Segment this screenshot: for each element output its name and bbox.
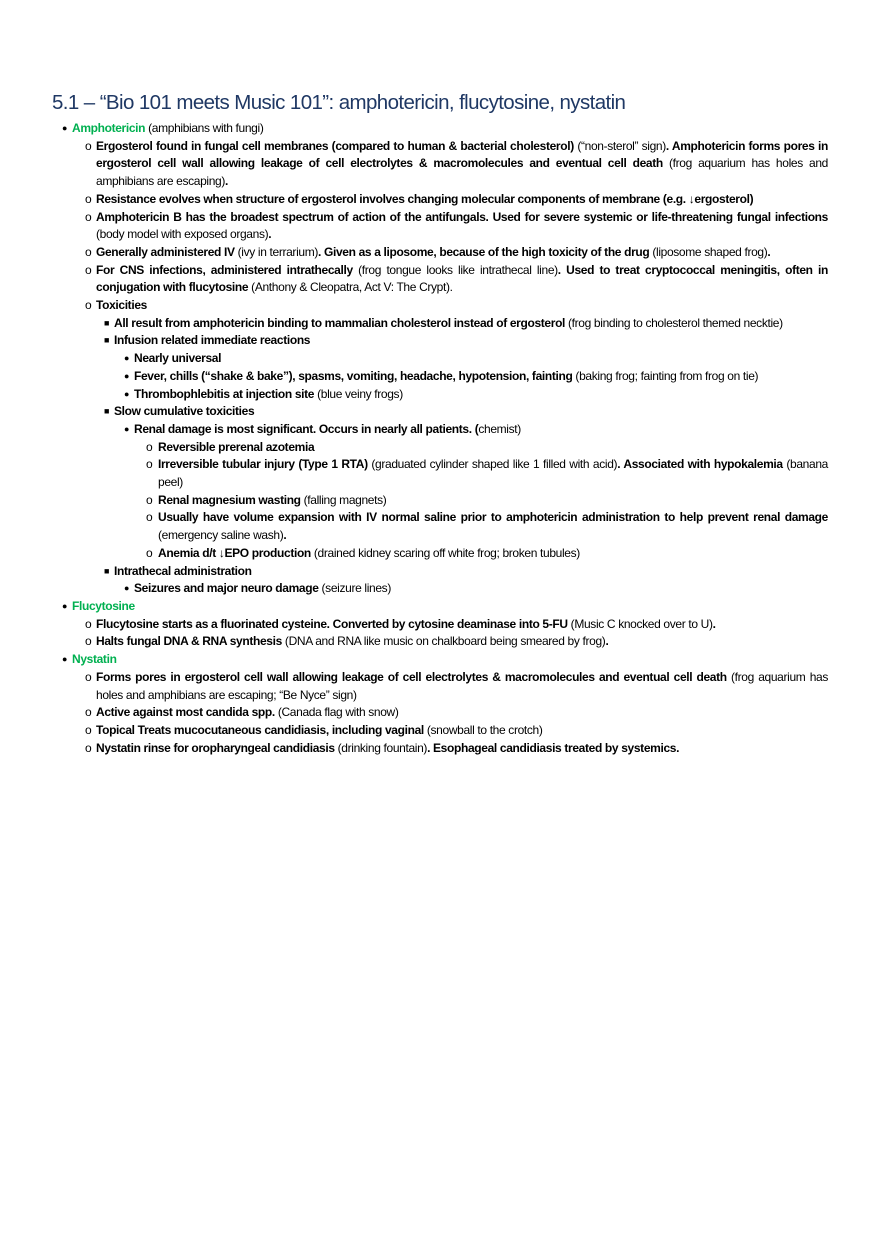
mnemonic-text: (snowball to the crotch) bbox=[423, 722, 543, 737]
list-item-level-5 bbox=[0, 456, 828, 491]
circle-bullet-icon: o bbox=[85, 722, 92, 737]
square-bullet-icon: ■ bbox=[104, 317, 110, 328]
mnemonic-text: (frog binding to cholesterol themed necktie) bbox=[565, 315, 783, 330]
dot-bullet-icon: ● bbox=[124, 583, 130, 594]
list-item-level-5 bbox=[0, 439, 828, 457]
list-item-level-2 bbox=[0, 722, 828, 740]
dot-bullet-icon: o bbox=[146, 510, 153, 525]
circle-bullet-icon: o bbox=[85, 634, 92, 649]
mnemonic-text: (frog tongue looks like intrathecal line) bbox=[352, 262, 558, 277]
list-item-level-5 bbox=[0, 492, 828, 510]
square-bullet-icon: ■ bbox=[104, 406, 110, 417]
mnemonic-text: (drained kidney scaring off white frog; broken tubules) bbox=[310, 545, 580, 560]
list-item-level-2 bbox=[0, 740, 828, 758]
key-point-text: . Esophageal candidiasis treated by systemics. bbox=[427, 740, 680, 755]
key-point-text: . bbox=[767, 244, 771, 259]
key-point-text: . Associated with hypokalemia bbox=[617, 457, 783, 472]
key-point-text: Resistance evolves when structure of ergosterol involves changing molecular components of membrane (e.g. ↓ergosterol) bbox=[96, 191, 754, 206]
key-point-text: All result from amphotericin binding to mammalian cholesterol instead of ergosterol bbox=[114, 315, 566, 330]
key-point-text: Amphotericin B has the broadest spectrum of action of the antifungals. Used for severe systemic or life-threatening fungal infections bbox=[96, 209, 828, 224]
circle-bullet-icon: o bbox=[85, 740, 92, 755]
dot-bullet-icon: ● bbox=[62, 123, 68, 133]
key-point-text: Forms pores in ergosterol cell wall allowing leakage of cell electrolytes & macromolecules and eventual cell death bbox=[96, 669, 727, 684]
mnemonic-text: (“non-sterol” sign) bbox=[573, 138, 666, 153]
list-item-level-2 bbox=[0, 191, 828, 209]
list-item-level-4 bbox=[0, 421, 828, 439]
outline-list bbox=[0, 120, 880, 757]
list-item-level-1 bbox=[0, 651, 828, 669]
dot-bullet-icon: ● bbox=[62, 600, 68, 611]
list-item-level-1 bbox=[0, 120, 828, 138]
list-item-level-2 bbox=[0, 704, 828, 722]
circle-bullet-icon: o bbox=[85, 138, 92, 153]
key-point-text: . bbox=[268, 227, 272, 242]
drug-heading: Amphotericin bbox=[72, 121, 146, 135]
circle-bullet-icon: o bbox=[85, 244, 92, 259]
list-item-level-4 bbox=[0, 580, 828, 598]
circle-bullet-icon: o bbox=[85, 616, 92, 631]
circle-bullet-icon: o bbox=[85, 298, 92, 313]
mnemonic-text: (Canada flag with snow) bbox=[274, 705, 399, 720]
key-point-text: Renal damage is most significant. Occurs in nearly all patients. ( bbox=[134, 421, 479, 436]
list-item-level-3 bbox=[0, 563, 828, 581]
key-point-text: Usually have volume expansion with IV normal saline prior to amphotericin administration to help prevent renal damage bbox=[158, 510, 828, 525]
list-item-level-4 bbox=[0, 368, 828, 386]
mnemonic-text: (body model with exposed organs) bbox=[96, 227, 269, 242]
mnemonic-text: (baking frog; fainting from frog on tie) bbox=[572, 368, 759, 383]
key-point-text: . bbox=[712, 616, 716, 631]
list-item-level-2 bbox=[0, 138, 828, 191]
circle-bullet-icon: o bbox=[85, 669, 92, 684]
key-point-text: . bbox=[605, 634, 609, 649]
mnemonic-text: (drinking fountain) bbox=[334, 740, 428, 755]
key-point-text: . Given as a liposome, because of the high toxicity of the drug bbox=[318, 244, 650, 259]
dot-bullet-icon: ● bbox=[124, 388, 130, 399]
list-item-level-4 bbox=[0, 386, 828, 404]
mnemonic-text: (emergency saline wash) bbox=[158, 528, 284, 543]
mnemonic-text: (graduated cylinder shaped like 1 filled with acid) bbox=[367, 457, 618, 472]
list-item-level-2 bbox=[0, 669, 828, 704]
key-point-text: Active against most candida spp. bbox=[96, 705, 275, 720]
circle-bullet-icon: o bbox=[85, 262, 92, 277]
key-point-text: Slow cumulative toxicities bbox=[114, 404, 255, 419]
mnemonic-text: (ivy in terrarium) bbox=[234, 244, 319, 259]
mnemonic-text: (Anthony & Cleopatra, Act V: The Crypt). bbox=[248, 280, 453, 295]
drug-heading: Flucytosine bbox=[72, 598, 135, 613]
mnemonic-text: (Music C knocked over to U) bbox=[567, 616, 713, 631]
key-point-text: For CNS infections, administered intrathecally bbox=[96, 262, 353, 277]
mnemonic-text: (liposome shaped frog) bbox=[649, 244, 768, 259]
list-item-level-5 bbox=[0, 545, 828, 563]
dot-bullet-icon: o bbox=[146, 492, 153, 507]
list-item-level-1 bbox=[0, 598, 828, 616]
key-point-text: Nystatin rinse for oropharyngeal candidiasis bbox=[96, 740, 335, 755]
mnemonic-text: (frog aquarium has holes and amphibians are escaping; “Be Nyce” sign) bbox=[96, 669, 828, 702]
key-point-text: . Amphotericin forms pores in ergosterol cell wall allowing leakage of cell electrolytes & macromolecules and eventual cell death bbox=[96, 138, 828, 171]
mnemonic-text: (banana peel) bbox=[158, 457, 828, 490]
mnemonic-text: (blue veiny frogs) bbox=[314, 386, 403, 401]
mnemonic-text: (seizure lines) bbox=[318, 581, 391, 596]
key-point-text: Fever, chills (“shake & bake”), spasms, vomiting, headache, hypotension, fainting bbox=[134, 368, 573, 383]
key-point-text: . bbox=[225, 174, 228, 189]
key-point-text: Toxicities bbox=[96, 298, 147, 313]
list-item-level-3 bbox=[0, 403, 828, 421]
key-point-text: . bbox=[283, 528, 287, 543]
list-item-level-3 bbox=[0, 332, 828, 350]
key-point-text: Ergosterol found in fungal cell membranes (compared to human & bacterial cholesterol) bbox=[96, 138, 574, 153]
key-point-text: Intrathecal administration bbox=[114, 563, 252, 578]
circle-bullet-icon: o bbox=[85, 191, 92, 206]
list-item-level-3 bbox=[0, 315, 828, 333]
list-item-level-2 bbox=[0, 209, 828, 244]
list-item-level-2 bbox=[0, 262, 828, 297]
list-item-level-2 bbox=[0, 297, 828, 315]
key-point-text: Topical Treats mucocutaneous candidiasis, including vaginal bbox=[96, 722, 424, 737]
dot-bullet-icon: o bbox=[146, 457, 153, 472]
list-item-level-2 bbox=[0, 244, 828, 262]
dot-bullet-icon: ● bbox=[124, 423, 130, 434]
circle-bullet-icon: o bbox=[85, 209, 92, 224]
dot-bullet-icon: ● bbox=[124, 353, 130, 364]
key-point-text: Halts fungal DNA & RNA synthesis bbox=[96, 634, 282, 649]
key-point-text: . Used to treat cryptococcal meningitis, often in conjugation with flucytosine bbox=[96, 262, 828, 295]
key-point-text: Generally administered IV bbox=[96, 244, 235, 259]
list-item-level-2 bbox=[0, 633, 828, 651]
mnemonic-text: (falling magnets) bbox=[300, 492, 387, 507]
list-item-level-5 bbox=[0, 509, 828, 544]
drug-heading: Nystatin bbox=[72, 652, 117, 667]
key-point-text: Seizures and major neuro damage bbox=[134, 581, 319, 596]
key-point-text: Infusion related immediate reactions bbox=[114, 333, 311, 348]
dot-bullet-icon: ● bbox=[124, 370, 130, 381]
list-item-level-4 bbox=[0, 350, 828, 368]
key-point-text: Nearly universal bbox=[134, 351, 222, 366]
key-point-text: Flucytosine starts as a fluorinated cysteine. Converted by cytosine deaminase into 5-FU bbox=[96, 616, 568, 631]
dot-bullet-icon: ● bbox=[62, 654, 68, 665]
list-item-level-2 bbox=[0, 616, 828, 634]
key-point-text: Renal magnesium wasting bbox=[158, 492, 301, 507]
mnemonic-text: (amphibians with fungi) bbox=[145, 121, 264, 135]
key-point-text: Thrombophlebitis at injection site bbox=[134, 386, 315, 401]
key-point-text: Irreversible tubular injury (Type 1 RTA) bbox=[158, 457, 368, 472]
key-point-text: Anemia d/t ↓EPO production bbox=[158, 545, 311, 560]
square-bullet-icon: ■ bbox=[104, 335, 110, 346]
key-point-text: Reversible prerenal azotemia bbox=[158, 439, 315, 454]
mnemonic-text: (DNA and RNA like music on chalkboard being smeared by frog) bbox=[281, 634, 606, 649]
mnemonic-text: (frog aquarium has holes and amphibians are escaping) bbox=[96, 156, 828, 189]
square-bullet-icon: ■ bbox=[104, 565, 110, 576]
dot-bullet-icon: o bbox=[146, 545, 153, 560]
mnemonic-text: chemist) bbox=[478, 421, 521, 436]
circle-bullet-icon: o bbox=[85, 705, 92, 720]
section-title: 5.1 – “Bio 101 meets Music 101”: amphotericin, flucytosine, nystatin bbox=[52, 91, 626, 114]
dot-bullet-icon: o bbox=[146, 439, 153, 454]
